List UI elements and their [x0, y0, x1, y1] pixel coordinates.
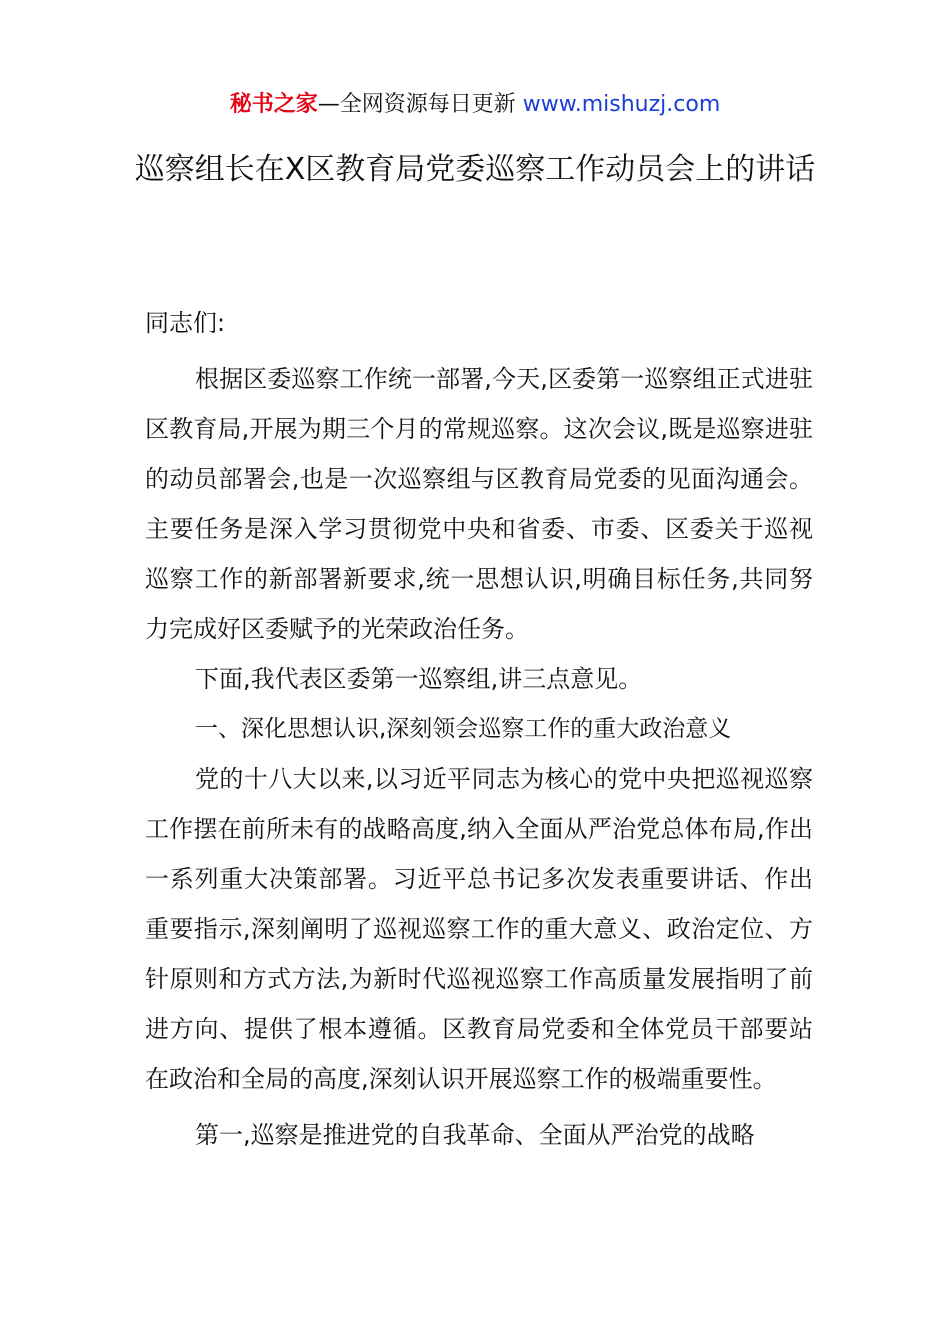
paragraph: 第一,巡察是推进党的自我革命、全面从严治党的战略: [195, 1121, 755, 1149]
document-body: [145, 298, 813, 1160]
site-header: [0, 88, 950, 122]
section-heading: 一、深化思想认识,深刻领会巡察工作的重大政治意义: [195, 716, 732, 742]
document-title: 巡察组长在X区教育局党委巡察工作动员会上的讲话: [134, 152, 816, 187]
paragraph: 下面,我代表区委第一巡察组,讲三点意见。: [195, 665, 643, 693]
paragraph: 根据区委巡察工作统一部署,今天,区委第一巡察组正式进驻区教育局,开展为期三个月的常规巡察。这次会议,既是巡察进驻的动员部署会,也是一次巡察组与区教育局党委的见面沟通会。主要任务是深入学习贯彻党中央和省委、市委、区委关于巡视巡察工作的新部署新要求,统一思想认识,明确目标任务,共同努力完成好区委赋予的光荣政治任务。: [145, 365, 813, 643]
site-url[interactable]: www.mishuzj.com: [522, 92, 721, 117]
header-tagline: —全网资源每日更新: [317, 92, 523, 117]
salutation: 同志们:: [145, 309, 226, 337]
paragraph: 党的十八大以来,以习近平同志为核心的党中央把巡视巡察工作摆在前所未有的战略高度,纳入全面从严治党总体布局,作出一系列重大决策部署。习近平总书记多次发表重要讲话、作出重要指示,深刻阐明了巡视巡察工作的重大意义、政治定位、方针原则和方式方法,为新时代巡视巡察工作高质量发展指明了前进方向、提供了根本遵循。区教育局党委和全体党员干部要站在政治和全局的高度,深刻认识开展巡察工作的极端重要性。: [145, 765, 813, 1093]
brand-name: 秘书之家: [229, 92, 318, 117]
